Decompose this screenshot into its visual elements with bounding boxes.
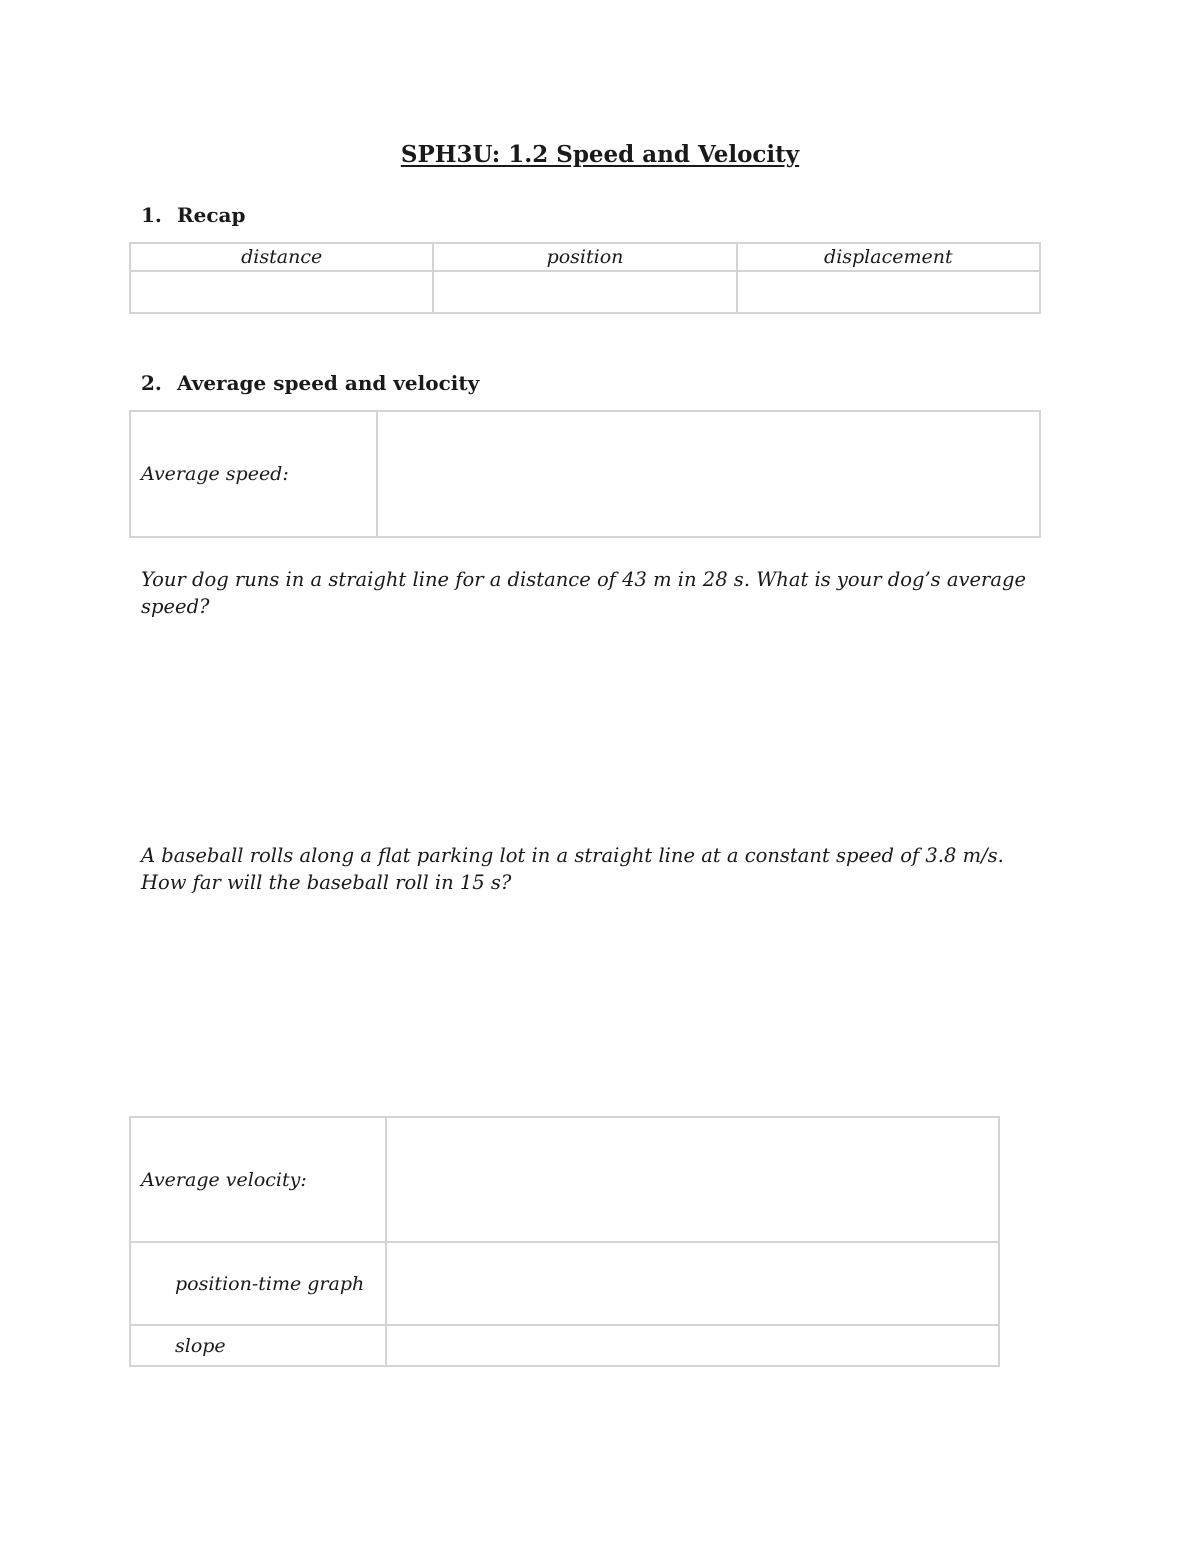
table-row [130,411,1040,537]
header-cell-displacement: displacement [737,243,1040,271]
table-row [130,1242,999,1325]
slope-answer-cell [386,1325,999,1366]
average-velocity-answer-cell [386,1117,999,1242]
average-velocity-label: Average velocity: [130,1117,386,1242]
blank-cell-position [433,271,736,313]
section-heading-recap [141,203,245,227]
section-number: 1. [141,203,162,227]
table-row [130,271,1040,313]
section-title: Average speed and velocity [177,371,480,395]
average-speed-answer-cell [377,411,1040,537]
position-time-graph-label: position-time graph [130,1242,386,1325]
header-cell-position: position [433,243,736,271]
question-dog-speed: Your dog runs in a straight line for a distance of 43 m in 28 s. What is your dog’s average speed? [141,568,1027,618]
recap-table [129,242,1041,314]
section-number: 2. [141,371,162,395]
table-row [130,1325,999,1366]
average-speed-label: Average speed: [130,411,377,537]
position-time-graph-answer-cell [386,1242,999,1325]
document-title: SPH3U: 1.2 Speed and Velocity [400,141,800,168]
slope-label: slope [130,1325,386,1366]
table-header-row [130,243,1040,271]
average-speed-table [129,410,1041,538]
blank-cell-distance [130,271,433,313]
section-heading-average-speed-velocity [141,371,479,395]
header-cell-distance: distance [130,243,433,271]
section-title: Recap [177,203,246,227]
question-baseball-distance: A baseball rolls along a flat parking lot in a straight line at a constant speed of 3.8 m/s. How far will the baseball roll in 15 s? [141,844,1004,894]
average-velocity-table [129,1116,1000,1367]
blank-cell-displacement [737,271,1040,313]
table-row [130,1117,999,1242]
